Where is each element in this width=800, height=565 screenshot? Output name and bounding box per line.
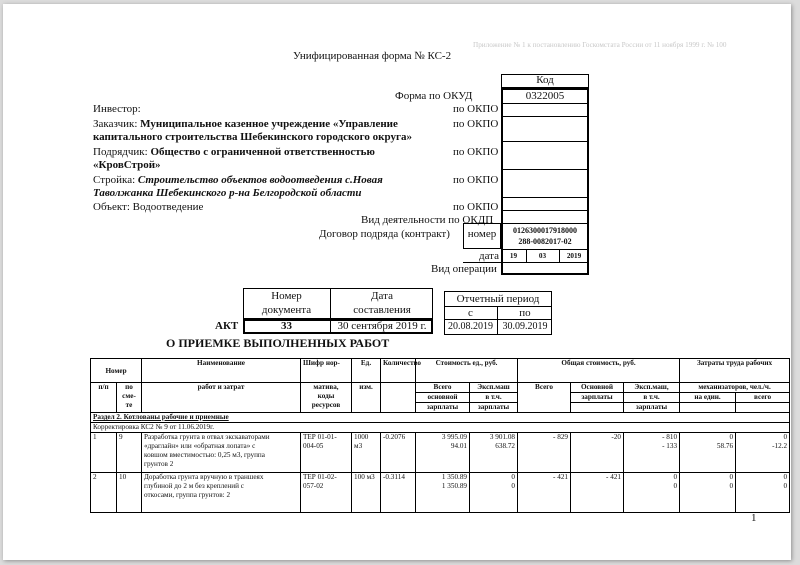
contractor-line1: Подрядчик: Общество с ограниченной ответственностью	[93, 146, 375, 158]
row1-unit-cost: 3 995.09 94.01	[416, 433, 470, 473]
row2-labor-all: 0 0	[736, 473, 790, 513]
contract-number-label: номер	[467, 228, 497, 240]
h-totalcost: Общая стоимость, руб.	[518, 359, 680, 383]
row1-total: - 829	[518, 433, 571, 473]
site-line2: Таволжанка Шебекинского р-на Белгородской области	[93, 187, 362, 199]
h-main1: основной	[416, 393, 470, 403]
h-cipher: Шифр нор-	[301, 359, 352, 383]
h-expl: Эксп.маш	[470, 383, 518, 393]
period-label: Отчетный период	[456, 293, 540, 305]
h-per-unit: на един.	[680, 393, 736, 403]
h-pp: п/п	[91, 383, 117, 413]
h-incl-b1: в т.ч.	[624, 393, 680, 403]
doc-date: 30 сентября 2019 г.	[337, 320, 427, 332]
row2-smeta: 10	[117, 473, 142, 513]
section-title: Раздел 2. Котлованы рабочие и приемные	[91, 413, 790, 423]
contract-date-label: дата	[478, 250, 499, 262]
h-nomer: Номер	[91, 359, 142, 383]
h-main-s2: зарплаты	[571, 393, 624, 403]
contract-year: 2019	[566, 252, 582, 260]
h-labor: Затраты труда рабочих	[680, 359, 790, 383]
h-total: Всего	[416, 383, 470, 393]
h-unit: Ед.	[352, 359, 381, 383]
h-incl-b2: зарплаты	[624, 403, 680, 413]
act-label: АКТ	[215, 320, 239, 332]
row1-smeta: 9	[117, 433, 142, 473]
activity-label: Вид деятельности по ОКДП	[361, 214, 494, 226]
okpo-label-customer: по ОКПО	[453, 118, 499, 130]
faint-note: Приложение № 1 к постановлению Госкомстата России от 11 ноября 1999 г. № 100	[473, 41, 727, 49]
doc-date-header1: Дата	[371, 290, 393, 302]
h-main-s: Основной	[571, 383, 624, 393]
okpo-label-contractor: по ОКПО	[453, 146, 499, 158]
row2-total-expl: 0 0	[624, 473, 680, 513]
section-row	[91, 413, 790, 423]
okpo-label-object: по ОКПО	[453, 201, 499, 213]
h-all: всего	[736, 393, 790, 403]
row2-unit: 100 м3	[352, 473, 381, 513]
row2-unit-expl: 0 0	[470, 473, 518, 513]
act-title: О ПРИЕМКЕ ВЫПОЛНЕННЫХ РАБОТ	[166, 336, 390, 350]
h-unitcost: Стоимость ед., руб.	[416, 359, 518, 383]
row1-unit-expl: 3 901.08 638.72	[470, 433, 518, 473]
period-from: 20.08.2019	[448, 321, 493, 332]
row1-qty: -0.2076	[381, 433, 416, 473]
h-main2: зарплаты	[416, 403, 470, 413]
row1-name: Разработка грунта в отвал экскаваторами «драглайн» или «обратная лопата» с ковшом вместимостью: 0,25 м3, группа грунтов 2	[142, 433, 301, 473]
row2-pp: 2	[91, 473, 117, 513]
doc-number-header2: документа	[261, 304, 312, 316]
doc-date-header2: составления	[353, 304, 411, 316]
table-row	[91, 433, 790, 473]
row2-qty: -0.3114	[381, 473, 416, 513]
okpo-label-investor: по ОКПО	[453, 103, 499, 115]
row2-labor-unit: 0 0	[680, 473, 736, 513]
site-line1: Стройка: Строительство объектов водоотведения с.Новая	[93, 174, 383, 186]
row2-total: - 421	[518, 473, 571, 513]
customer-line1: Заказчик: Муниципальное казенное учреждение «Управление	[93, 118, 398, 130]
okpo-label-site: по ОКПО	[453, 174, 499, 186]
contract-number-line2: 288-0082017-02	[518, 237, 572, 246]
period-to: 30.09.2019	[502, 321, 548, 332]
table-header-row1	[91, 359, 790, 383]
document-page	[3, 4, 791, 560]
page-number: 1	[751, 512, 757, 524]
contract-month: 03	[538, 252, 547, 260]
contractor-line2: «КровСтрой»	[93, 159, 161, 171]
table-header-row2	[91, 383, 790, 393]
h-cipher2: матива, коды ресурсов	[301, 383, 352, 413]
h-qty: Количество	[381, 359, 416, 383]
works-table	[90, 358, 790, 513]
h-name: Наименование	[142, 359, 301, 383]
row2-total-main: - 421	[571, 473, 624, 513]
doc-number-header1: Номер	[271, 290, 302, 302]
h-po: по сме- те	[117, 383, 142, 413]
h-name2: работ и затрат	[142, 383, 301, 413]
row2-name: Доработка грунта вручную в траншеях глубиной до 2 м без креплений с откосами, группа грунтов: 2	[142, 473, 301, 513]
customer-line2: капитального строительства Шебекинского городского округа»	[93, 131, 412, 143]
row2-cipher: ТЕР 01-02- 057-02	[301, 473, 352, 513]
h-total2: Всего	[518, 383, 571, 413]
period-from-label: с	[468, 307, 473, 319]
row1-total-expl: - 810 - 133	[624, 433, 680, 473]
period-to-label: по	[519, 307, 531, 319]
doc-number: 33	[281, 320, 292, 332]
correction-row	[91, 423, 790, 433]
h-labor2: механизаторов, чел./ч.	[680, 383, 790, 393]
h-qty2	[381, 383, 416, 413]
row2-unit-cost: 1 350.89 1 350.89	[416, 473, 470, 513]
h-incl1: в т.ч.	[470, 393, 518, 403]
row1-total-main: -20	[571, 433, 624, 473]
row1-pp: 1	[91, 433, 117, 473]
correction-note: Корректировка КС2 № 9 от 11.06.2019г.	[91, 423, 790, 433]
table-row	[91, 473, 790, 513]
object-line: Объект: Водоотведение	[93, 201, 204, 213]
h-expl2: Эксп.маш,	[624, 383, 680, 393]
form-title: Унифицированная форма № КС-2	[293, 50, 452, 62]
row1-labor-all: 0 -12.2	[736, 433, 790, 473]
row1-labor-unit: 0 58.76	[680, 433, 736, 473]
okud-code: 0322005	[525, 90, 565, 102]
contract-number-line1: 0126300017918000	[513, 226, 577, 235]
contract-day: 19	[509, 252, 518, 260]
investor-label: Инвестор:	[93, 103, 141, 115]
h-unit2: изм.	[352, 383, 381, 413]
contract-label: Договор подряда (контракт)	[319, 228, 450, 240]
h-incl2: зарплаты	[470, 403, 518, 413]
row1-unit: 1000 м3	[352, 433, 381, 473]
okud-label: Форма по ОКУД	[395, 90, 473, 102]
row1-cipher: ТЕР 01-01- 004-05	[301, 433, 352, 473]
kod-label: Код	[536, 74, 554, 86]
operation-label: Вид операции	[431, 263, 497, 275]
